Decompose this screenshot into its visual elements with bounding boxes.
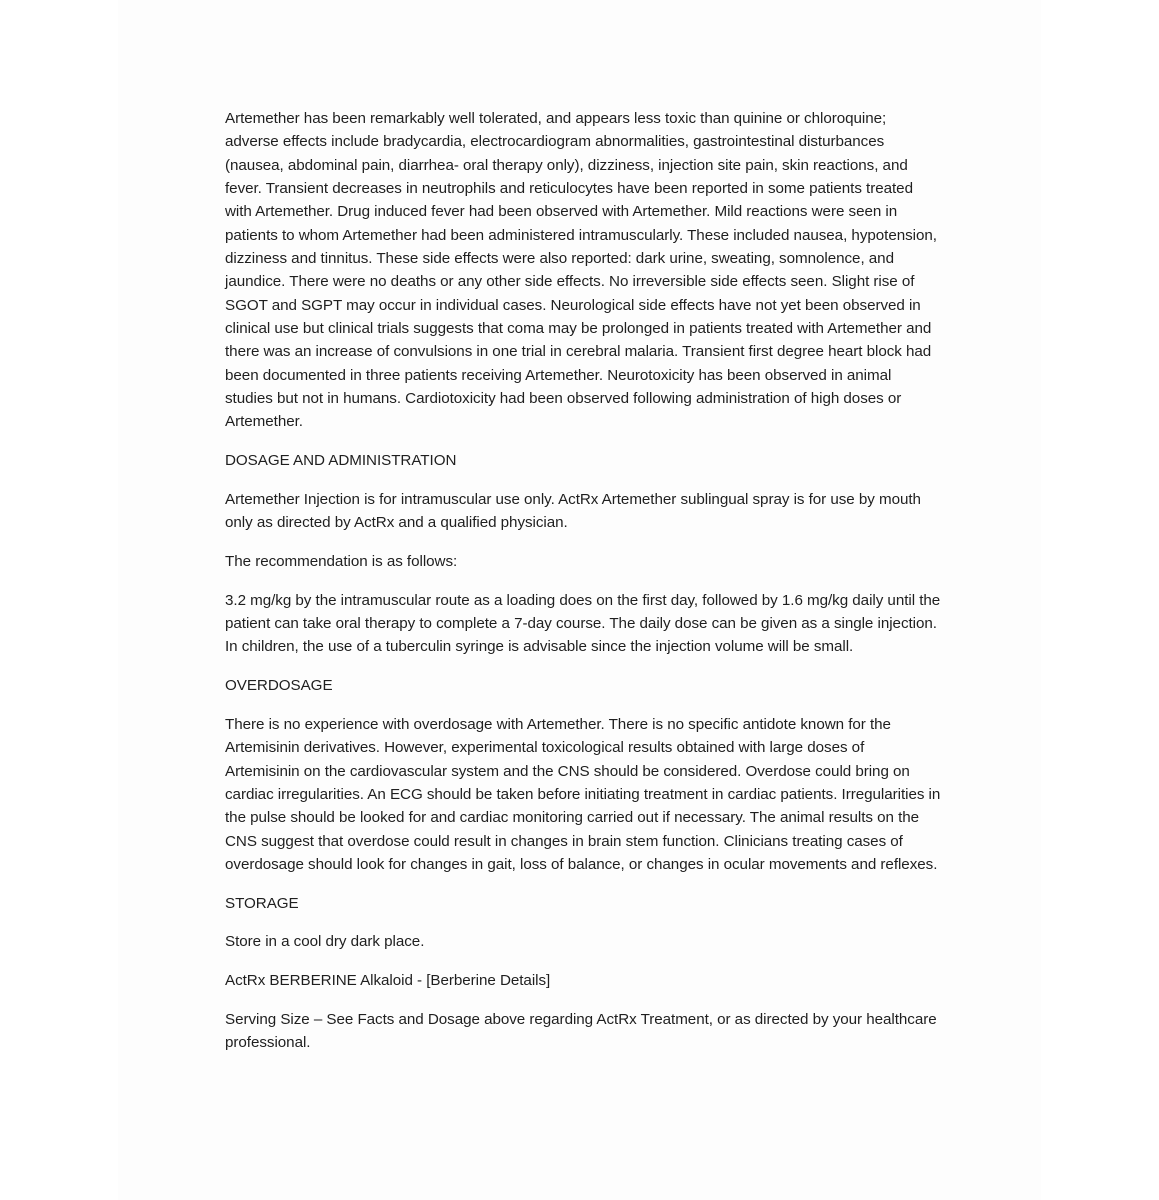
overdosage-paragraph: There is no experience with overdosage with Artemether. There is no specific antidote known for the Artemisinin derivatives. However, experimental toxicological results obtained with large doses of Artemisinin on the cardiovascular system and the CNS should be considered. Overdose could bring on cardiac irregularities. An ECG should be taken before initiating treatment in cardiac patients. Irregularities in the pulse should be looked for and cardiac monitoring carried out if necessary. The animal results on the CNS suggest that overdose could result in changes in brain stem function. Clinicians treating cases of overdosage should look for changes in gait, loss of balance, or changes in ocular movements and reflexes. [225, 715, 941, 873]
recommendation-intro: The recommendation is as follows: [225, 553, 458, 571]
document-body [225, 107, 941, 1070]
dosing-regimen-paragraph: 3.2 mg/kg by the intramuscular route as a loading does on the first day, followed by 1.6 mg/kg daily until the patient can take oral therapy to complete a 7-day course. The daily dose can be given as a single injection. In children, the use of a tuberculin syringe is advisable since the injection volume will be small. [225, 591, 941, 656]
serving-size-paragraph: Serving Size – See Facts and Dosage above regarding ActRx Treatment, or as directed by your healthcare professional. [225, 1010, 937, 1052]
storage-heading: STORAGE [225, 894, 299, 912]
adverse-effects-paragraph: Artemether has been remarkably well tolerated, and appears less toxic than quinine or chloroquine; adverse effects include bradycardia, electrocardiogram abnormalities, gastrointestinal disturbances (nausea, abdominal pain, diarrhea- oral therapy only), dizziness, injection site pain, skin reactions, and fever. Transient decreases in neutrophils and reticulocytes have been reported in some patients treated with Artemether. Drug induced fever had been observed with Artemether. Mild reactions were seen in patients to whom Artemether had been administered intramuscularly. These included nausea, hypotension, dizziness and tinnitus. These side effects were also reported: dark urine, sweating, somnolence, and jaundice. There were no deaths or any other side effects. No irreversible side effects seen. Slight rise of SGOT and SGPT may occur in individual cases. Neurological side effects have not yet been observed in clinical use but clinical trials suggests that coma may be prolonged in patients treated with Artemether and there was an increase of convulsions in one trial in cerebral malaria. Transient first degree heart block had been documented in three patients receiving Artemether. Neurotoxicity has been observed in animal studies but not in humans. Cardiotoxicity had been observed following administration of high doses or Artemether. [225, 110, 937, 431]
dosage-heading: DOSAGE AND ADMINISTRATION [225, 452, 457, 470]
injection-use-paragraph: Artemether Injection is for intramuscular use only. ActRx Artemether sublingual spray is for use by mouth only as directed by ActRx and a qualified physician. [225, 490, 921, 532]
berberine-heading: ActRx BERBERINE Alkaloid - [Berberine Details] [225, 972, 551, 990]
storage-instruction: Store in a cool dry dark place. [225, 933, 425, 951]
overdosage-heading: OVERDOSAGE [225, 677, 333, 695]
